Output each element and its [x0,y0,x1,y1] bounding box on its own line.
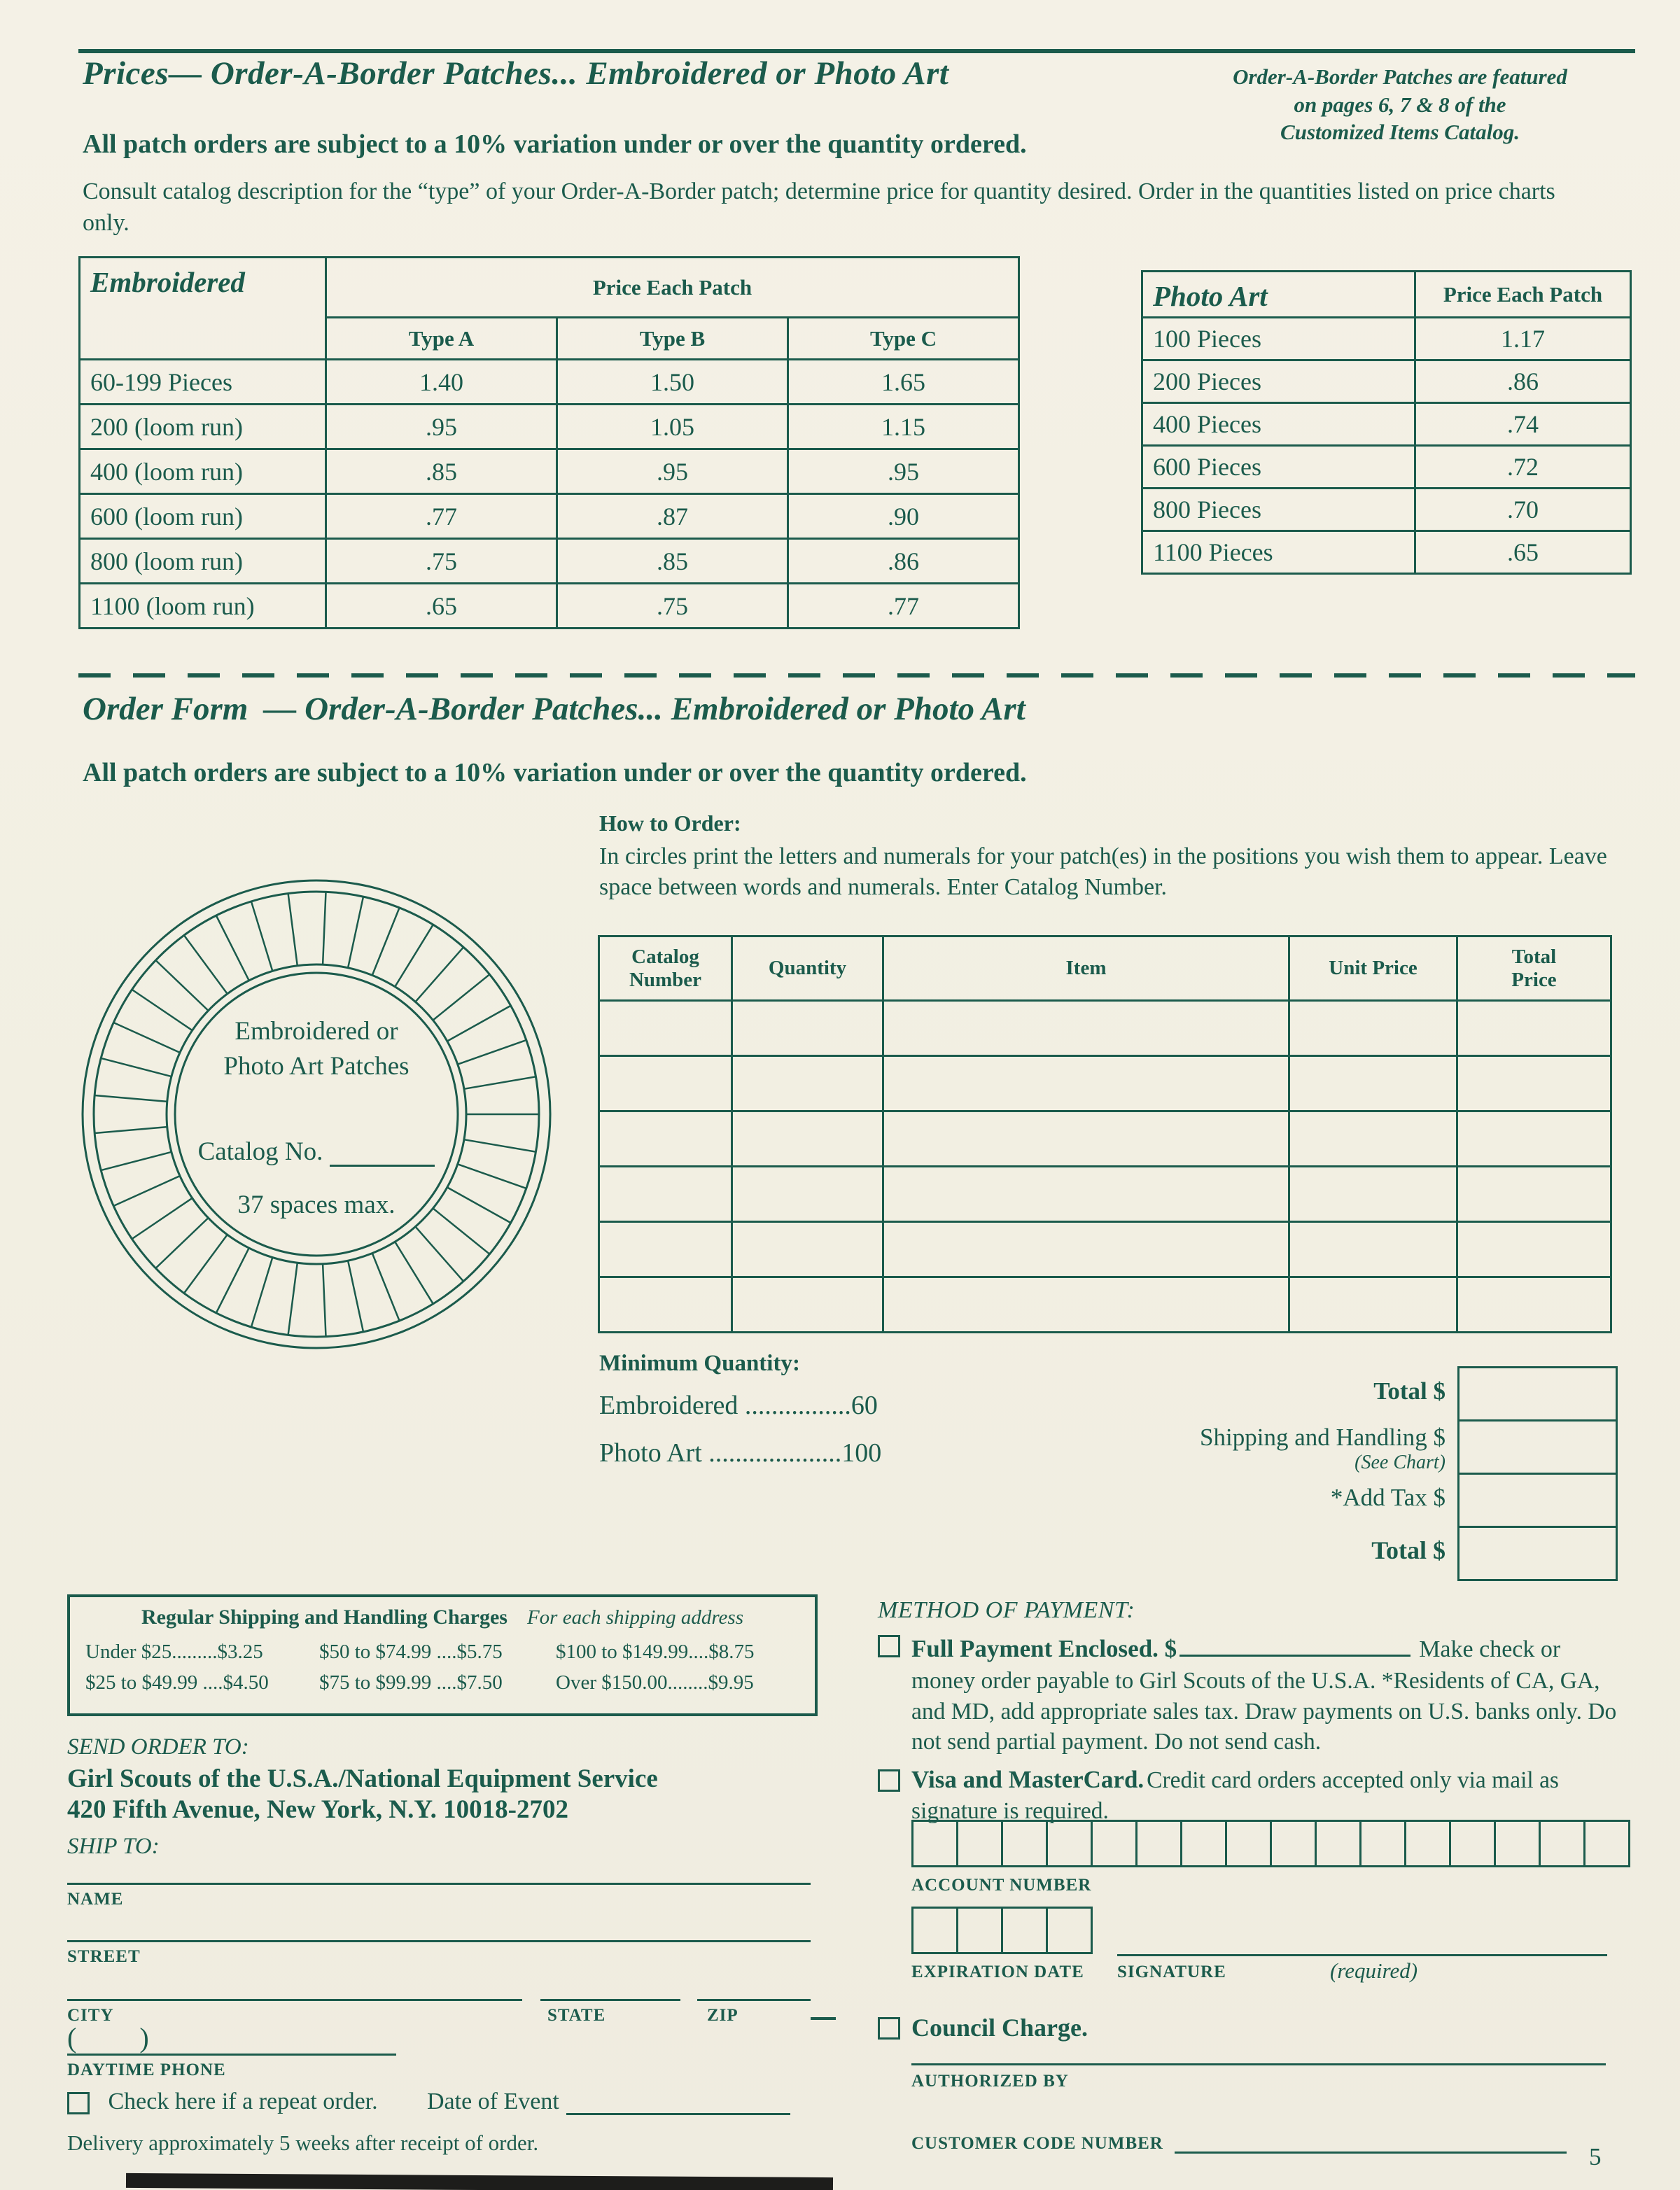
order-table-cell [1457,1277,1611,1333]
customer-code-row [911,2133,1567,2154]
shipping-box-subtitle: For each shipping address [526,1606,743,1629]
send-order-address-line2: 420 Fifth Avenue, New York, N.Y. 10018-2702 [67,1795,569,1824]
account-digit-box [1137,1821,1182,1867]
price-cell: .86 [1415,360,1631,403]
price-cell: .77 [788,584,1019,629]
shipping-box-title-row [70,1597,815,1629]
top-rule [78,49,1635,53]
visa-label: Visa and MasterCard. [911,1766,1144,1793]
circle-label-line1: Embroidered or [234,1017,398,1046]
full-payment-checkbox [878,1635,900,1657]
type-a-header: Type A [326,318,557,360]
min-quantity-embroidered: Embroidered ................60 [599,1391,878,1420]
order-table-row [599,1111,1611,1167]
order-table-cell [883,1056,1289,1111]
street-field-line [67,1940,811,1942]
account-digit-box [1047,1821,1092,1867]
order-table-cell [1289,1167,1457,1222]
order-table-cell [1289,1222,1457,1277]
circle-spokes [94,892,539,1336]
date-of-event-row [427,2089,790,2115]
account-digit-box [1450,1821,1495,1867]
table-row [80,360,1019,405]
street-label: STREET [67,1947,141,1966]
name-field-line [67,1883,811,1885]
order-table-cell [883,1111,1289,1167]
price-cell: 1.15 [788,405,1019,449]
order-items-table [598,935,1612,1333]
price-cell: 1.65 [788,360,1019,405]
photo-art-price-table [1141,270,1632,575]
qty-label: 200 Pieces [1142,360,1415,403]
min-quantity-photo-art: Photo Art ....................100 [599,1438,882,1468]
visa-mastercard-checkbox [878,1769,900,1792]
price-cell: .65 [1415,531,1631,574]
account-number-label: ACCOUNT NUMBER [911,1876,1092,1895]
price-cell: .75 [557,584,788,629]
embroidered-table-title: Embroidered [80,258,326,360]
account-digit-box [1361,1821,1406,1867]
shipping-rate: $25 to $49.99 ....$4.50 [85,1671,269,1694]
price-cell: .77 [326,494,557,539]
shipping-box-title: Regular Shipping and Handling Charges [141,1606,507,1629]
qty-label: 200 (loom run) [80,405,326,449]
col-header-total-price: Total Price [1457,936,1611,1001]
variation-note: All patch orders are subject to a 10% variation under or over the quantity ordered. [83,129,1027,159]
account-digit-box [1540,1821,1585,1867]
shipping-rate: Under $25.........$3.25 [85,1641,263,1663]
min-quantity-title: Minimum Quantity: [599,1351,800,1376]
send-order-to-label: SEND ORDER TO: [67,1734,249,1760]
account-digit-box [1002,1821,1047,1867]
authorized-by-line [911,2063,1606,2065]
order-table-cell [883,1277,1289,1333]
date-of-event-line [566,2089,790,2115]
qty-label: 600 Pieces [1142,446,1415,489]
account-digit-box [1271,1821,1316,1867]
order-table-cell [1457,1056,1611,1111]
featured-note [1176,63,1624,146]
price-cell: .72 [1415,446,1631,489]
customer-code-line [1175,2133,1567,2154]
price-cell: 1.40 [326,360,557,405]
order-table-cell [1289,1001,1457,1056]
price-cell: 1.17 [1415,318,1631,360]
shipping-charges-box [67,1594,818,1716]
daytime-phone-label: DAYTIME PHONE [67,2061,226,2079]
total-box [1459,1368,1617,1421]
photo-art-table-title: Photo Art [1142,272,1415,318]
page-number: 5 [1589,2143,1602,2170]
consult-note: Consult catalog description for the “type” of your Order-A-Border patch; determine price for quantity desired. Order in the quantities listed on price charts only. [83,178,1555,236]
shipping-box [1459,1421,1617,1474]
order-table-cell [1289,1111,1457,1167]
expiration-digit-box [1047,1908,1092,1953]
repeat-order-row [67,2089,378,2115]
method-of-payment-heading: METHOD OF PAYMENT: [878,1597,1135,1623]
expiration-digit-box [1002,1908,1047,1953]
state-field-line [540,1999,680,2001]
repeat-order-label: Check here if a repeat order. [108,2089,378,2114]
order-form-title-rest: — Order-A-Border Patches... Embroidered or Photo Art [263,691,1026,727]
prices-section-title: Prices— Order-A-Border Patches... Embroidered or Photo Art [83,55,949,92]
council-charge-checkbox [878,2017,900,2040]
price-cell: .74 [1415,403,1631,446]
type-b-header: Type B [557,318,788,360]
col-header-item: Item [883,936,1289,1001]
expiration-date-boxes [911,1907,1093,1954]
qty-label: 800 Pieces [1142,489,1415,531]
see-chart-note: (See Chart) [1354,1452,1446,1473]
authorized-by-label: AUTHORIZED BY [911,2072,1069,2091]
order-form-title [83,690,1026,728]
table-row [80,584,1019,629]
qty-label: 100 Pieces [1142,318,1415,360]
account-number-boxes [911,1820,1630,1867]
full-payment-line [911,1631,1632,1663]
state-label: STATE [547,2006,606,2025]
order-table-cell [1457,1001,1611,1056]
shipping-rate: $50 to $74.99 ....$5.75 [319,1641,503,1663]
zip-label: ZIP [707,2006,738,2025]
expiration-date-label: EXPIRATION DATE [911,1963,1084,1981]
qty-label: 800 (loom run) [80,539,326,584]
council-charge-label: Council Charge. [911,2014,1088,2042]
order-table-row [599,1001,1611,1056]
price-cell: .85 [557,539,788,584]
full-payment-body: money order payable to Girl Scouts of the U.S.A. *Residents of CA, GA, and MD, add appropriate sales tax. Draw payments on U.S. banks only. Do not send partial payment. Do not send cash. [911,1668,1617,1755]
expiration-digit-box [958,1908,1002,1953]
repeat-order-checkbox [67,2092,90,2114]
price-cell: .95 [326,405,557,449]
catalog-no-label: Catalog No. [197,1137,323,1166]
account-digit-box [1406,1821,1450,1867]
shipping-label-text: Shipping and Handling $ [1200,1424,1446,1451]
order-table-cell [1457,1111,1611,1167]
name-label: NAME [67,1890,124,1909]
table-row [1142,318,1631,360]
table-row [1142,531,1631,574]
visa-body: Credit card orders accepted only via mail as signature is required. [911,1767,1559,1824]
signature-required-note: (required) [1330,1958,1418,1983]
account-digit-box [1226,1821,1271,1867]
total-label: Total $ [1373,1377,1446,1405]
account-digit-box [1182,1821,1226,1867]
send-order-address-line1: Girl Scouts of the U.S.A./National Equipment Service [67,1764,658,1793]
order-table-row [599,1167,1611,1222]
grand-total-box [1459,1527,1617,1580]
ship-to-label: SHIP TO: [67,1834,160,1859]
add-tax-label: *Add Tax $ [1330,1484,1446,1511]
table-row [80,494,1019,539]
col-header-unit-price: Unit Price [1289,936,1457,1001]
embroidered-price-table [78,256,1020,629]
table-row [80,449,1019,494]
featured-note-line: Customized Items Catalog. [1280,120,1520,145]
shipping-rate: $75 to $99.99 ....$7.50 [319,1671,503,1694]
patch-circle-diagram [77,875,556,1354]
full-payment-after: Make check or [1419,1636,1561,1662]
how-to-order-title: How to Order: [599,810,741,836]
order-table-cell [732,1056,883,1111]
order-table-cell [599,1222,732,1277]
order-table-cell [732,1222,883,1277]
qty-label: 60-199 Pieces [80,360,326,405]
account-digit-box [913,1821,958,1867]
order-table-cell [599,1001,732,1056]
featured-note-line: on pages 6, 7 & 8 of the [1294,92,1506,117]
expiration-digit-box [913,1908,958,1953]
qty-label: 1100 Pieces [1142,531,1415,574]
table-row [1142,446,1631,489]
variation-note-2: All patch orders are subject to a 10% variation under or over the quantity ordered. [83,758,1027,787]
qty-label: 600 (loom run) [80,494,326,539]
qty-label: 1100 (loom run) [80,584,326,629]
price-cell: .87 [557,494,788,539]
scan-edge-artifact [126,2173,833,2190]
zip-field-line [697,1999,811,2001]
table-row [80,539,1019,584]
shipping-rate: Over $150.00........$9.95 [556,1671,754,1694]
price-cell: .90 [788,494,1019,539]
price-cell: 1.05 [557,405,788,449]
price-each-patch-header: Price Each Patch [326,258,1019,318]
account-digit-box [958,1821,1002,1867]
full-payment-block [911,1631,1632,1757]
phone-field-line: ( ) [67,2021,396,2056]
order-table-cell [1289,1277,1457,1333]
customer-code-label: CUSTOMER CODE NUMBER [911,2134,1163,2153]
price-cell: .70 [1415,489,1631,531]
visa-block [911,1765,1632,1826]
tax-box [1459,1474,1617,1527]
price-each-patch-header: Price Each Patch [1415,272,1631,318]
dashed-divider [78,673,1635,678]
order-table-cell [1289,1056,1457,1111]
account-digit-box [1092,1821,1137,1867]
table-row [1142,489,1631,531]
circle-catalog-row [176,1137,456,1167]
order-table-row [599,1277,1611,1333]
table-row [1142,403,1631,446]
order-table-cell [883,1167,1289,1222]
price-cell: .85 [326,449,557,494]
delivery-note: Delivery approximately 5 weeks after receipt of order. [67,2131,539,2155]
shipping-rate: $100 to $149.99....$8.75 [556,1641,755,1663]
order-table-cell [883,1001,1289,1056]
city-label: CITY [67,2006,114,2025]
order-table-cell [883,1222,1289,1277]
featured-note-line: Order-A-Border Patches are featured [1233,64,1567,89]
account-digit-box [1495,1821,1540,1867]
price-cell: 1.50 [557,360,788,405]
scan-mark [811,2017,836,2020]
order-form-title-main: Order Form [83,691,248,727]
full-payment-amount-line [1180,1631,1410,1657]
order-table-cell [599,1167,732,1222]
how-to-order-body: In circles print the letters and numerals for your patch(es) in the positions you wish them to appear. Leave space between words and numerals. Enter Catalog Number. [599,843,1607,901]
order-table-cell [1457,1167,1611,1222]
order-table-cell [732,1277,883,1333]
order-table-cell [599,1111,732,1167]
col-header-quantity: Quantity [732,936,883,1001]
account-digit-box [1585,1821,1630,1867]
catalog-no-blank-line [330,1141,435,1167]
col-header-catalog-number: Catalog Number [599,936,732,1001]
price-cell: .75 [326,539,557,584]
price-cell: .95 [788,449,1019,494]
signature-line [1117,1954,1607,1956]
order-table-cell [599,1277,732,1333]
order-table-cell [732,1167,883,1222]
table-row [1142,360,1631,403]
order-table-cell [732,1001,883,1056]
type-c-header: Type C [788,318,1019,360]
grand-total-label: Total $ [1371,1536,1446,1564]
qty-label: 400 (loom run) [80,449,326,494]
price-cell: .86 [788,539,1019,584]
price-cell: .65 [326,584,557,629]
order-table-row [599,1222,1611,1277]
signature-label: SIGNATURE [1117,1963,1226,1981]
qty-label: 400 Pieces [1142,403,1415,446]
price-cell: .95 [557,449,788,494]
order-table-cell [599,1056,732,1111]
order-table-cell [1457,1222,1611,1277]
circle-spaces-note: 37 spaces max. [237,1191,396,1219]
order-table-row [599,1056,1611,1111]
totals-boxes [1457,1366,1618,1581]
full-payment-label: Full Payment Enclosed. $ [911,1635,1177,1662]
shipping-label [1200,1424,1446,1474]
city-field-line [67,1999,522,2001]
date-of-event-label: Date of Event [427,2089,559,2114]
account-digit-box [1316,1821,1361,1867]
order-table-cell [732,1111,883,1167]
circle-label-line2: Photo Art Patches [223,1052,410,1081]
table-row [80,405,1019,449]
